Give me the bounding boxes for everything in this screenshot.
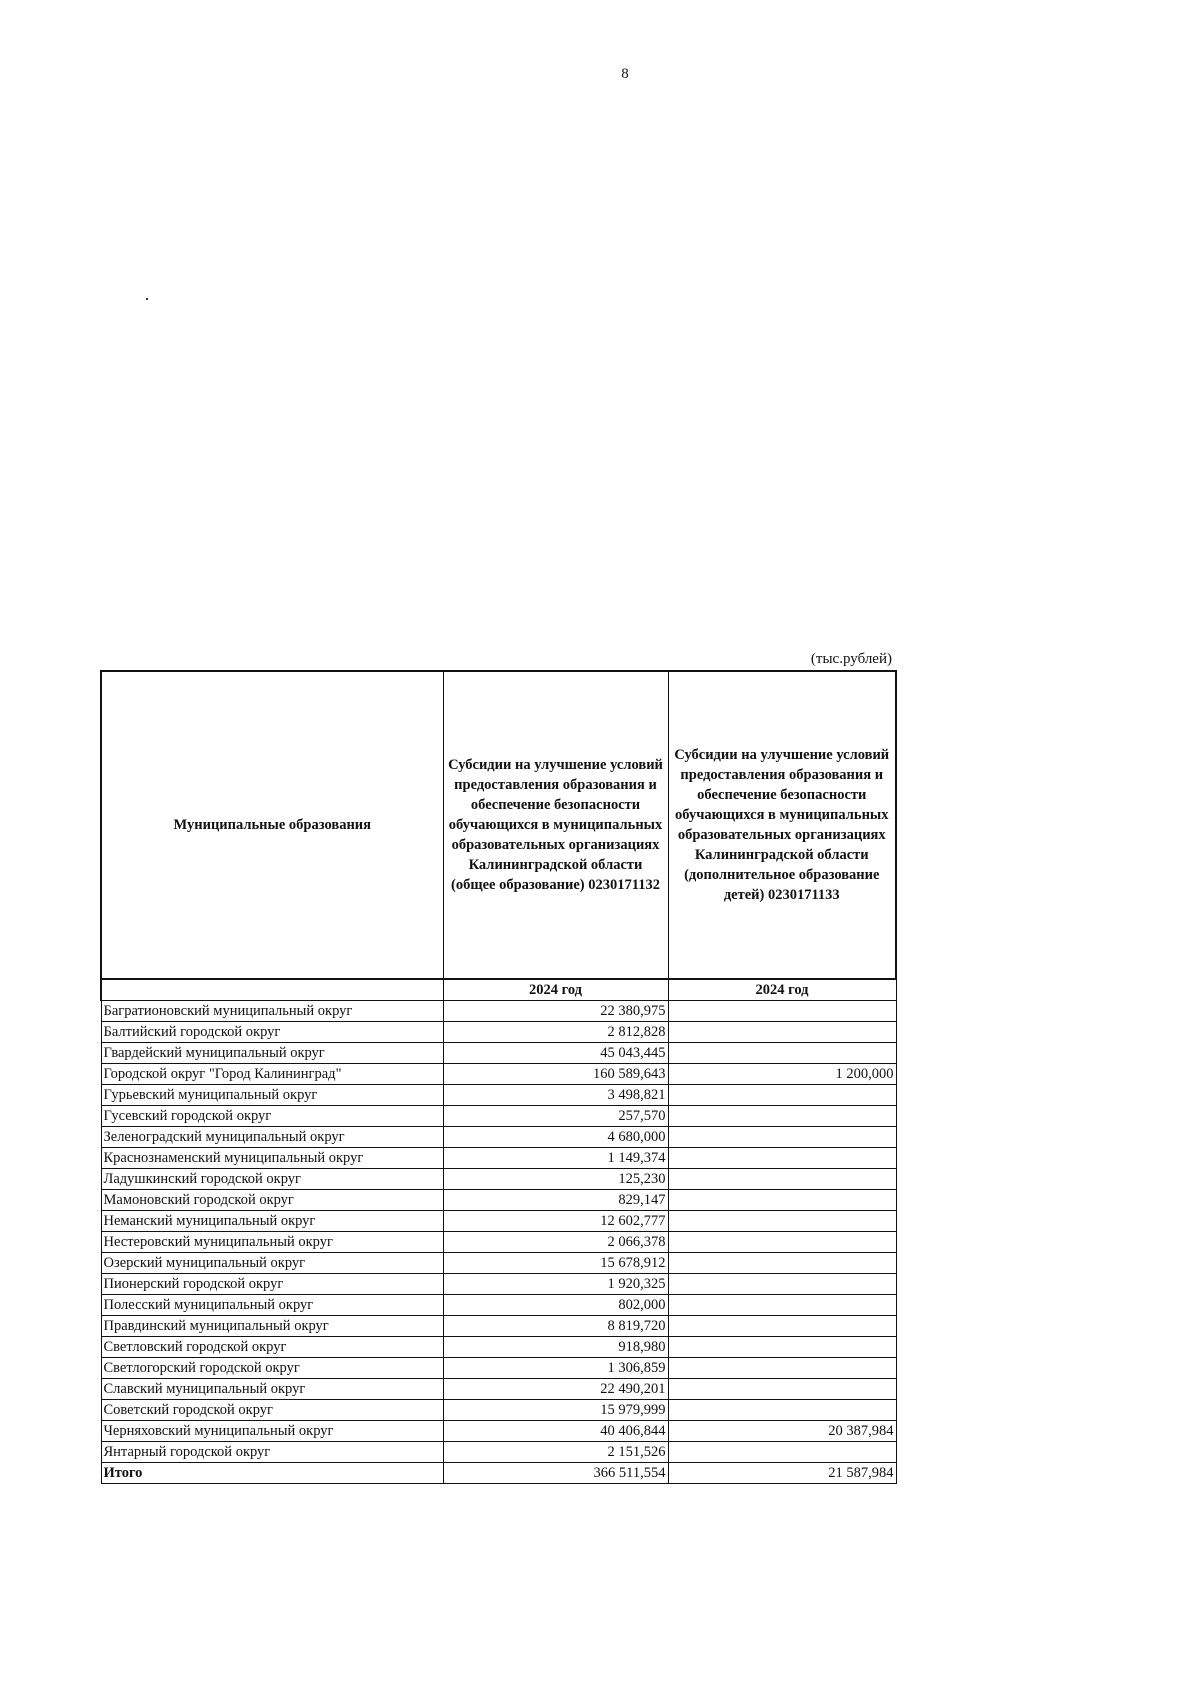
- table-row: [101, 1043, 896, 1064]
- general-education-amount: 2 151,526: [443, 1442, 668, 1463]
- table-row: [101, 1358, 896, 1379]
- general-education-amount: 3 498,821: [443, 1085, 668, 1106]
- general-education-amount: 1 149,374: [443, 1148, 668, 1169]
- additional-education-amount: [668, 1190, 896, 1211]
- table-row: [101, 1106, 896, 1127]
- municipality-name: Гусевский городской округ: [101, 1106, 443, 1127]
- general-education-amount: 829,147: [443, 1190, 668, 1211]
- general-education-amount: 40 406,844: [443, 1421, 668, 1442]
- table-row: [101, 1190, 896, 1211]
- municipality-name: Багратионовский муниципальный округ: [101, 1001, 443, 1022]
- additional-education-amount: [668, 1148, 896, 1169]
- table-row: [101, 1274, 896, 1295]
- table-row: [101, 1253, 896, 1274]
- table-row: [101, 1232, 896, 1253]
- general-education-amount: 1 920,325: [443, 1274, 668, 1295]
- table-row: [101, 1085, 896, 1106]
- unit-note: (тыс.рублей): [810, 651, 892, 667]
- table-row: [101, 1022, 896, 1043]
- additional-education-amount: 20 387,984: [668, 1421, 896, 1442]
- general-education-amount: 22 490,201: [443, 1379, 668, 1400]
- additional-education-amount: [668, 1358, 896, 1379]
- table-row: [101, 1127, 896, 1148]
- subsidy-table: [100, 670, 897, 1484]
- table-year-row: [101, 979, 896, 1001]
- additional-education-amount: [668, 1211, 896, 1232]
- general-education-amount: 4 680,000: [443, 1127, 668, 1148]
- municipality-name: Славский муниципальный округ: [101, 1379, 443, 1400]
- additional-education-amount: [668, 1400, 896, 1421]
- municipality-name: Мамоновский городской округ: [101, 1190, 443, 1211]
- municipality-name: Гвардейский муниципальный округ: [101, 1043, 443, 1064]
- municipality-name: Краснознаменский муниципальный округ: [101, 1148, 443, 1169]
- municipality-name: Пионерский городской округ: [101, 1274, 443, 1295]
- header-municipalities: Муниципальные образования: [101, 671, 443, 979]
- additional-education-amount: [668, 1085, 896, 1106]
- table-row: [101, 1316, 896, 1337]
- municipality-name: Гурьевский муниципальный округ: [101, 1085, 443, 1106]
- municipality-name: Озерский муниципальный округ: [101, 1253, 443, 1274]
- total-general-amount: 366 511,554: [443, 1463, 668, 1484]
- municipality-name: Черняховский муниципальный округ: [101, 1421, 443, 1442]
- general-education-amount: 8 819,720: [443, 1316, 668, 1337]
- municipality-name: Янтарный городской округ: [101, 1442, 443, 1463]
- general-education-amount: 22 380,975: [443, 1001, 668, 1022]
- general-education-amount: 45 043,445: [443, 1043, 668, 1064]
- additional-education-amount: [668, 1043, 896, 1064]
- municipality-name: Зеленоградский муниципальный округ: [101, 1127, 443, 1148]
- general-education-amount: 257,570: [443, 1106, 668, 1127]
- year-row-blank: [101, 979, 443, 1001]
- header-general-education-text: Субсидии на улучшение условий предоставления образования и обеспечение безопасности обучающихся в муниципальных образовательных организациях Калининградской области (общее образование) 0230171132: [448, 757, 663, 893]
- table-row: [101, 1442, 896, 1463]
- additional-education-amount: [668, 1442, 896, 1463]
- scan-speck: [146, 298, 148, 300]
- table-row: [101, 1337, 896, 1358]
- table-row: [101, 1421, 896, 1442]
- table-body: [101, 1001, 896, 1484]
- municipality-name: Городской округ "Город Калининград": [101, 1064, 443, 1085]
- general-education-amount: 15 678,912: [443, 1253, 668, 1274]
- municipality-name: Светлогорский городской округ: [101, 1358, 443, 1379]
- total-label: Итого: [101, 1463, 443, 1484]
- municipality-name: Неманский муниципальный округ: [101, 1211, 443, 1232]
- general-education-amount: 160 589,643: [443, 1064, 668, 1085]
- general-education-amount: 802,000: [443, 1295, 668, 1316]
- table-row: [101, 1148, 896, 1169]
- general-education-amount: 918,980: [443, 1337, 668, 1358]
- general-education-amount: 12 602,777: [443, 1211, 668, 1232]
- header-general-education: [443, 671, 668, 979]
- table-row: [101, 1211, 896, 1232]
- additional-education-amount: [668, 1001, 896, 1022]
- general-education-amount: 2 066,378: [443, 1232, 668, 1253]
- additional-education-amount: [668, 1337, 896, 1358]
- additional-education-amount: [668, 1022, 896, 1043]
- general-education-amount: 1 306,859: [443, 1358, 668, 1379]
- additional-education-amount: [668, 1295, 896, 1316]
- table-total-row: [101, 1463, 896, 1484]
- table-row: [101, 1379, 896, 1400]
- total-additional-amount: 21 587,984: [668, 1463, 896, 1484]
- additional-education-amount: 1 200,000: [668, 1064, 896, 1085]
- page-number: 8: [621, 66, 629, 82]
- municipality-name: Светловский городской округ: [101, 1337, 443, 1358]
- additional-education-amount: [668, 1106, 896, 1127]
- municipality-name: Нестеровский муниципальный округ: [101, 1232, 443, 1253]
- general-education-amount: 125,230: [443, 1169, 668, 1190]
- general-education-amount: 15 979,999: [443, 1400, 668, 1421]
- table-row: [101, 1295, 896, 1316]
- general-education-amount: 2 812,828: [443, 1022, 668, 1043]
- table-row: [101, 1001, 896, 1022]
- additional-education-amount: [668, 1127, 896, 1148]
- municipality-name: Балтийский городской округ: [101, 1022, 443, 1043]
- municipality-name: Полесский муниципальный округ: [101, 1295, 443, 1316]
- municipality-name: Ладушкинский городской округ: [101, 1169, 443, 1190]
- table-row: [101, 1064, 896, 1085]
- header-additional-education-text: Субсидии на улучшение условий предоставления образования и обеспечение безопасности обучающихся в муниципальных образовательных организациях Калининградской области (дополнительное образование детей) 0230171133: [674, 747, 890, 903]
- table-row: [101, 1400, 896, 1421]
- additional-education-amount: [668, 1379, 896, 1400]
- table-header-row: [101, 671, 896, 979]
- additional-education-amount: [668, 1169, 896, 1190]
- header-additional-education: [668, 671, 896, 979]
- municipality-name: Советский городской округ: [101, 1400, 443, 1421]
- additional-education-amount: [668, 1316, 896, 1337]
- additional-education-amount: [668, 1253, 896, 1274]
- additional-education-amount: [668, 1274, 896, 1295]
- municipality-name: Правдинский муниципальный округ: [101, 1316, 443, 1337]
- year-general: 2024 год: [443, 979, 668, 1001]
- table-row: [101, 1169, 896, 1190]
- additional-education-amount: [668, 1232, 896, 1253]
- year-additional: 2024 год: [668, 979, 896, 1001]
